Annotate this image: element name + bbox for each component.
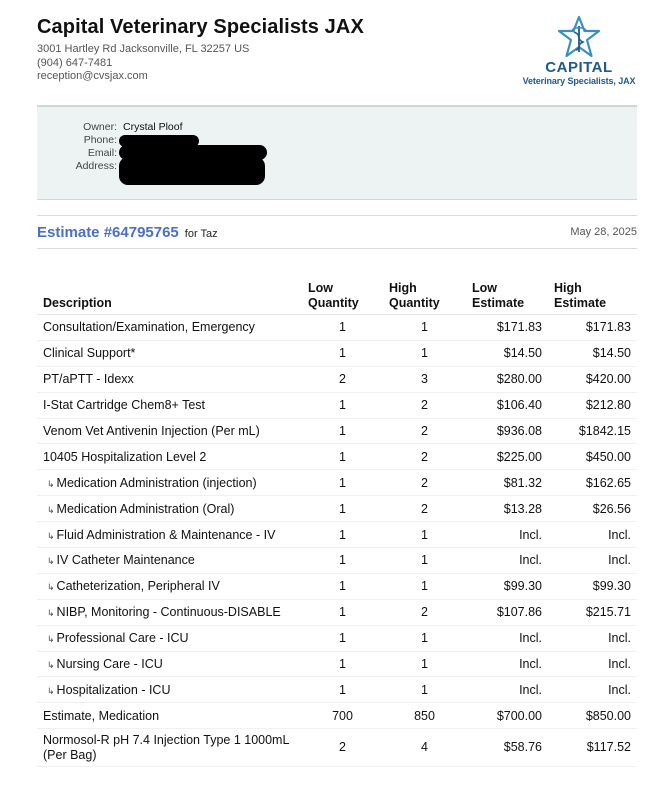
phone-label: Phone: — [83, 134, 117, 146]
low-estimate: Incl. — [466, 548, 548, 574]
low-quantity: 1 — [302, 315, 383, 341]
low-estimate: $13.28 — [466, 496, 548, 522]
item-description-text: Fluid Administration & Maintenance - IV — [56, 527, 276, 542]
high-estimate: $212.80 — [548, 392, 637, 418]
logo-subtitle: Veterinary Specialists, JAX — [522, 76, 636, 86]
low-quantity: 1 — [302, 522, 383, 548]
high-quantity: 1 — [383, 548, 466, 574]
child-arrow-icon: ↳ — [47, 556, 55, 567]
low-quantity: 1 — [302, 599, 383, 625]
item-description — [37, 522, 302, 548]
low-estimate: $936.08 — [466, 418, 548, 444]
high-estimate: $1842.15 — [548, 418, 637, 444]
high-quantity: 4 — [383, 729, 466, 767]
address-label: Address: — [75, 160, 117, 172]
table-row — [37, 651, 637, 677]
clinic-address: 3001 Hartley Rd Jacksonville, FL 32257 US — [37, 43, 250, 55]
item-description — [37, 366, 302, 392]
table-row — [37, 340, 637, 366]
high-quantity: 1 — [383, 573, 466, 599]
high-estimate: Incl. — [548, 677, 637, 703]
owner-info-panel — [37, 107, 637, 200]
low-quantity: 1 — [302, 418, 383, 444]
high-quantity: 1 — [383, 522, 466, 548]
high-estimate: $99.30 — [548, 573, 637, 599]
item-description — [37, 340, 302, 366]
low-estimate: $14.50 — [466, 340, 548, 366]
item-description-text: Hospitalization - ICU — [56, 682, 171, 697]
low-estimate: $99.30 — [466, 573, 548, 599]
table-row — [37, 522, 637, 548]
item-description — [37, 599, 302, 625]
low-quantity: 1 — [302, 651, 383, 677]
low-estimate: $700.00 — [466, 703, 548, 729]
estimate-table — [37, 281, 637, 767]
high-estimate: $26.56 — [548, 496, 637, 522]
star-caduceus-icon — [554, 16, 604, 60]
table-row — [37, 625, 637, 651]
low-quantity: 1 — [302, 573, 383, 599]
clinic-header — [37, 16, 637, 106]
item-description — [37, 418, 302, 444]
clinic-name: Capital Veterinary Specialists JAX — [37, 16, 364, 38]
header-description: Description — [37, 281, 302, 315]
item-description-text: Estimate, Medication — [43, 708, 160, 723]
table-row — [37, 470, 637, 496]
low-quantity: 700 — [302, 703, 383, 729]
high-estimate: Incl. — [548, 651, 637, 677]
item-description — [37, 470, 302, 496]
item-description-text: I-Stat Cartridge Chem8+ Test — [43, 398, 205, 413]
high-estimate: $162.65 — [548, 470, 637, 496]
table-row — [37, 366, 637, 392]
logo-wordmark: CAPITAL — [545, 59, 613, 76]
high-quantity: 2 — [383, 599, 466, 625]
low-estimate: $280.00 — [466, 366, 548, 392]
owner-row — [37, 121, 637, 134]
low-estimate: $58.76 — [466, 729, 548, 767]
table-row — [37, 392, 637, 418]
item-description — [37, 392, 302, 418]
high-estimate: Incl. — [548, 548, 637, 574]
high-quantity: 1 — [383, 651, 466, 677]
table-row — [37, 703, 637, 729]
child-arrow-icon: ↳ — [47, 504, 55, 515]
header-high-estimate: High Estimate — [548, 281, 637, 315]
item-description-text: Consultation/Examination, Emergency — [43, 320, 255, 335]
section-divider — [37, 215, 637, 216]
estimate-heading — [37, 224, 218, 241]
estimate-divider — [37, 248, 637, 249]
estimate-number: Estimate #64795765 — [37, 224, 179, 241]
item-description-text: 10405 Hospitalization Level 2 — [43, 449, 207, 464]
item-description — [37, 496, 302, 522]
item-description — [37, 548, 302, 574]
child-arrow-icon: ↳ — [47, 582, 55, 593]
high-quantity: 2 — [383, 470, 466, 496]
item-description-text: Clinical Support* — [43, 346, 136, 361]
table-row — [37, 729, 637, 767]
low-estimate: Incl. — [466, 625, 548, 651]
table-row — [37, 573, 637, 599]
header-low-estimate: Low Estimate — [466, 281, 548, 315]
table-row — [37, 677, 637, 703]
item-description — [37, 573, 302, 599]
high-quantity: 3 — [383, 366, 466, 392]
high-estimate: Incl. — [548, 625, 637, 651]
item-description-text: IV Catheter Maintenance — [56, 553, 195, 568]
item-description-text: Medication Administration (Oral) — [56, 501, 235, 516]
table-row — [37, 548, 637, 574]
owner-label: Owner: — [83, 121, 117, 133]
item-description-text: NIBP, Monitoring - Continuous-DISABLE — [56, 605, 281, 620]
header-high-quantity: High Quantity — [383, 281, 466, 315]
high-estimate: Incl. — [548, 522, 637, 548]
header-low-quantity: Low Quantity — [302, 281, 383, 315]
low-estimate: $107.86 — [466, 599, 548, 625]
item-description — [37, 729, 302, 767]
table-row — [37, 599, 637, 625]
low-quantity: 1 — [302, 470, 383, 496]
item-description — [37, 677, 302, 703]
high-quantity: 1 — [383, 340, 466, 366]
child-arrow-icon: ↳ — [47, 685, 55, 696]
child-arrow-icon: ↳ — [47, 530, 55, 541]
low-quantity: 1 — [302, 444, 383, 470]
item-description — [37, 625, 302, 651]
email-label: Email: — [87, 147, 117, 159]
table-row — [37, 444, 637, 470]
high-estimate: $117.52 — [548, 729, 637, 767]
item-description-text: Normosol-R pH 7.4 Injection Type 1 1000mL (Per Bag) — [43, 732, 289, 762]
child-arrow-icon: ↳ — [47, 478, 55, 489]
high-estimate: $850.00 — [548, 703, 637, 729]
table-header-row — [37, 281, 637, 315]
item-description-text: Venom Vet Antivenin Injection (Per mL) — [43, 424, 260, 438]
owner-name: Crystal Ploof — [123, 121, 183, 133]
low-quantity: 1 — [302, 496, 383, 522]
child-arrow-icon: ↳ — [47, 660, 55, 671]
low-estimate: $225.00 — [466, 444, 548, 470]
high-quantity: 2 — [383, 496, 466, 522]
redaction-address — [119, 157, 265, 185]
high-quantity: 2 — [383, 418, 466, 444]
clinic-logo — [518, 16, 640, 94]
low-quantity: 1 — [302, 625, 383, 651]
low-estimate: $106.40 — [466, 392, 548, 418]
low-estimate: Incl. — [466, 522, 548, 548]
item-description — [37, 651, 302, 677]
high-quantity: 1 — [383, 315, 466, 341]
item-description-text: Professional Care - ICU — [56, 631, 189, 646]
high-quantity: 850 — [383, 703, 466, 729]
estimate-date: May 28, 2025 — [570, 226, 637, 238]
item-description-text: Nursing Care - ICU — [56, 657, 163, 672]
high-quantity: 1 — [383, 677, 466, 703]
table-row — [37, 496, 637, 522]
low-estimate: Incl. — [466, 651, 548, 677]
clinic-phone: (904) 647-7481 — [37, 56, 113, 69]
low-quantity: 2 — [302, 366, 383, 392]
low-estimate: $81.32 — [466, 470, 548, 496]
table-body — [37, 315, 637, 767]
low-quantity: 2 — [302, 729, 383, 767]
high-quantity: 1 — [383, 625, 466, 651]
high-quantity: 2 — [383, 444, 466, 470]
table-row — [37, 418, 637, 444]
high-quantity: 2 — [383, 392, 466, 418]
low-quantity: 1 — [302, 548, 383, 574]
item-description — [37, 315, 302, 341]
low-quantity: 1 — [302, 677, 383, 703]
high-estimate: $171.83 — [548, 315, 637, 341]
low-estimate: Incl. — [466, 677, 548, 703]
low-quantity: 1 — [302, 392, 383, 418]
low-quantity: 1 — [302, 340, 383, 366]
high-estimate: $14.50 — [548, 340, 637, 366]
item-description — [37, 444, 302, 470]
item-description-text: Medication Administration (injection) — [56, 475, 257, 490]
item-description — [37, 703, 302, 729]
child-arrow-icon: ↳ — [47, 608, 55, 619]
low-estimate: $171.83 — [466, 315, 548, 341]
estimate-patient: for Taz — [184, 228, 218, 240]
high-estimate: $215.71 — [548, 599, 637, 625]
table-row — [37, 315, 637, 341]
child-arrow-icon: ↳ — [47, 634, 55, 645]
item-description-text: PT/aPTT - Idexx — [43, 372, 134, 387]
item-description-text: Catheterization, Peripheral IV — [56, 579, 220, 594]
clinic-email: reception@cvsjax.com — [37, 70, 148, 82]
high-estimate: $420.00 — [548, 366, 637, 392]
high-estimate: $450.00 — [548, 444, 637, 470]
